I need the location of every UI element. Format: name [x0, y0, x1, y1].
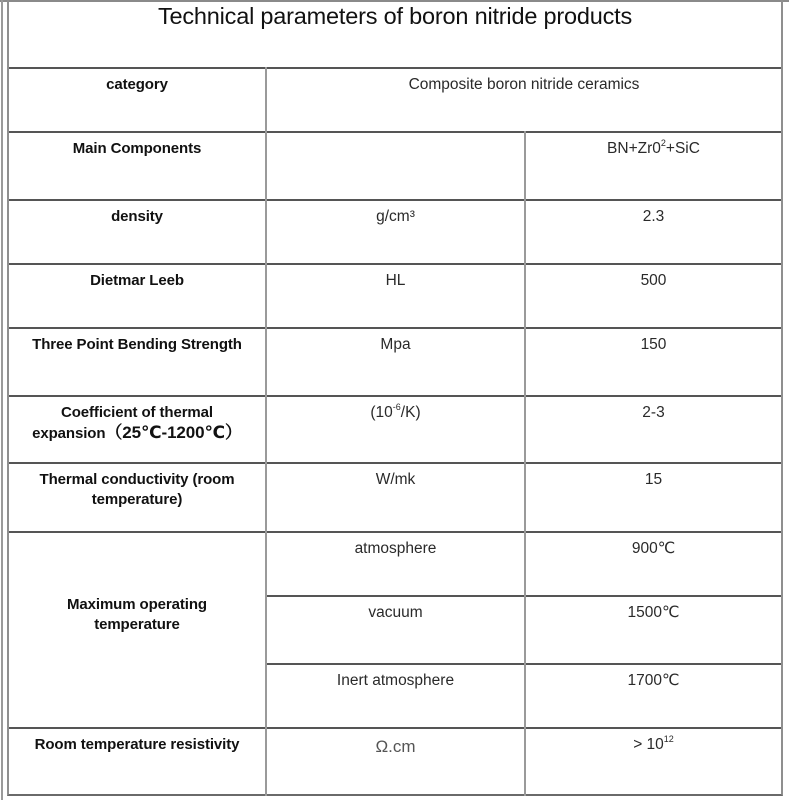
value-main-components: [526, 133, 781, 199]
unit-density: g/cm³: [376, 208, 415, 225]
param-density: density: [111, 208, 163, 225]
param-line: Maximum operating: [67, 596, 207, 613]
param-thermal-expansion: [9, 397, 265, 462]
unit-bending-strength: Mpa: [380, 336, 411, 353]
unit-resistivity: Ω.cm: [375, 737, 416, 756]
value-text: BN+Zr0: [607, 140, 661, 157]
value-atmosphere: 900℃: [631, 540, 676, 557]
param-line: temperature): [91, 491, 183, 508]
value-text: +SiC: [665, 140, 700, 157]
param-main-components: Main Components: [72, 140, 202, 157]
param-line: temperature: [94, 616, 180, 633]
value-superscript: 2: [660, 137, 666, 148]
param-line: [9, 423, 265, 444]
value-resistivity: [526, 729, 781, 796]
unit-main-components: [267, 133, 524, 199]
param-thermal-conductivity: [9, 464, 265, 531]
param-text: expansion: [32, 425, 106, 442]
value-thermal-conductivity: 15: [644, 471, 663, 488]
category-label: category: [106, 76, 168, 93]
value-text: > 10: [633, 736, 664, 753]
value-density: 2.3: [642, 208, 665, 225]
value-hardness: 500: [640, 272, 667, 289]
category-value: Composite boron nitride ceramics: [408, 76, 640, 93]
condition-vacuum: vacuum: [368, 604, 423, 621]
unit-thermal-expansion: [267, 397, 524, 462]
page-left-edge: [1, 0, 3, 800]
param-resistivity: Room temperature resistivity: [34, 736, 240, 753]
value-superscript: 12: [663, 733, 674, 744]
unit-text: /K): [400, 404, 421, 421]
value-inert-atmosphere: 1700℃: [627, 672, 680, 689]
param-line: Thermal conductivity (room: [39, 471, 235, 488]
unit-thermal-conductivity: W/mk: [375, 471, 416, 488]
param-bending-strength: Three Point Bending Strength: [32, 336, 242, 353]
unit-text: (10: [370, 404, 393, 421]
unit-superscript: -6: [392, 401, 401, 412]
condition-atmosphere: atmosphere: [354, 540, 437, 557]
param-line: Coefficient of thermal: [61, 404, 213, 421]
value-thermal-expansion: 2-3: [642, 404, 665, 421]
value-vacuum: 1500℃: [627, 604, 680, 621]
param-max-operating-temp: [9, 533, 265, 727]
value-bending-strength: 150: [640, 336, 667, 353]
temperature-range: （25℃-1200℃）: [105, 423, 242, 442]
table-title: Technical parameters of boron nitride products: [157, 3, 633, 29]
param-hardness: Dietmar Leeb: [90, 272, 184, 289]
unit-hardness: HL: [385, 272, 406, 289]
condition-inert-atmosphere: Inert atmosphere: [336, 672, 455, 689]
